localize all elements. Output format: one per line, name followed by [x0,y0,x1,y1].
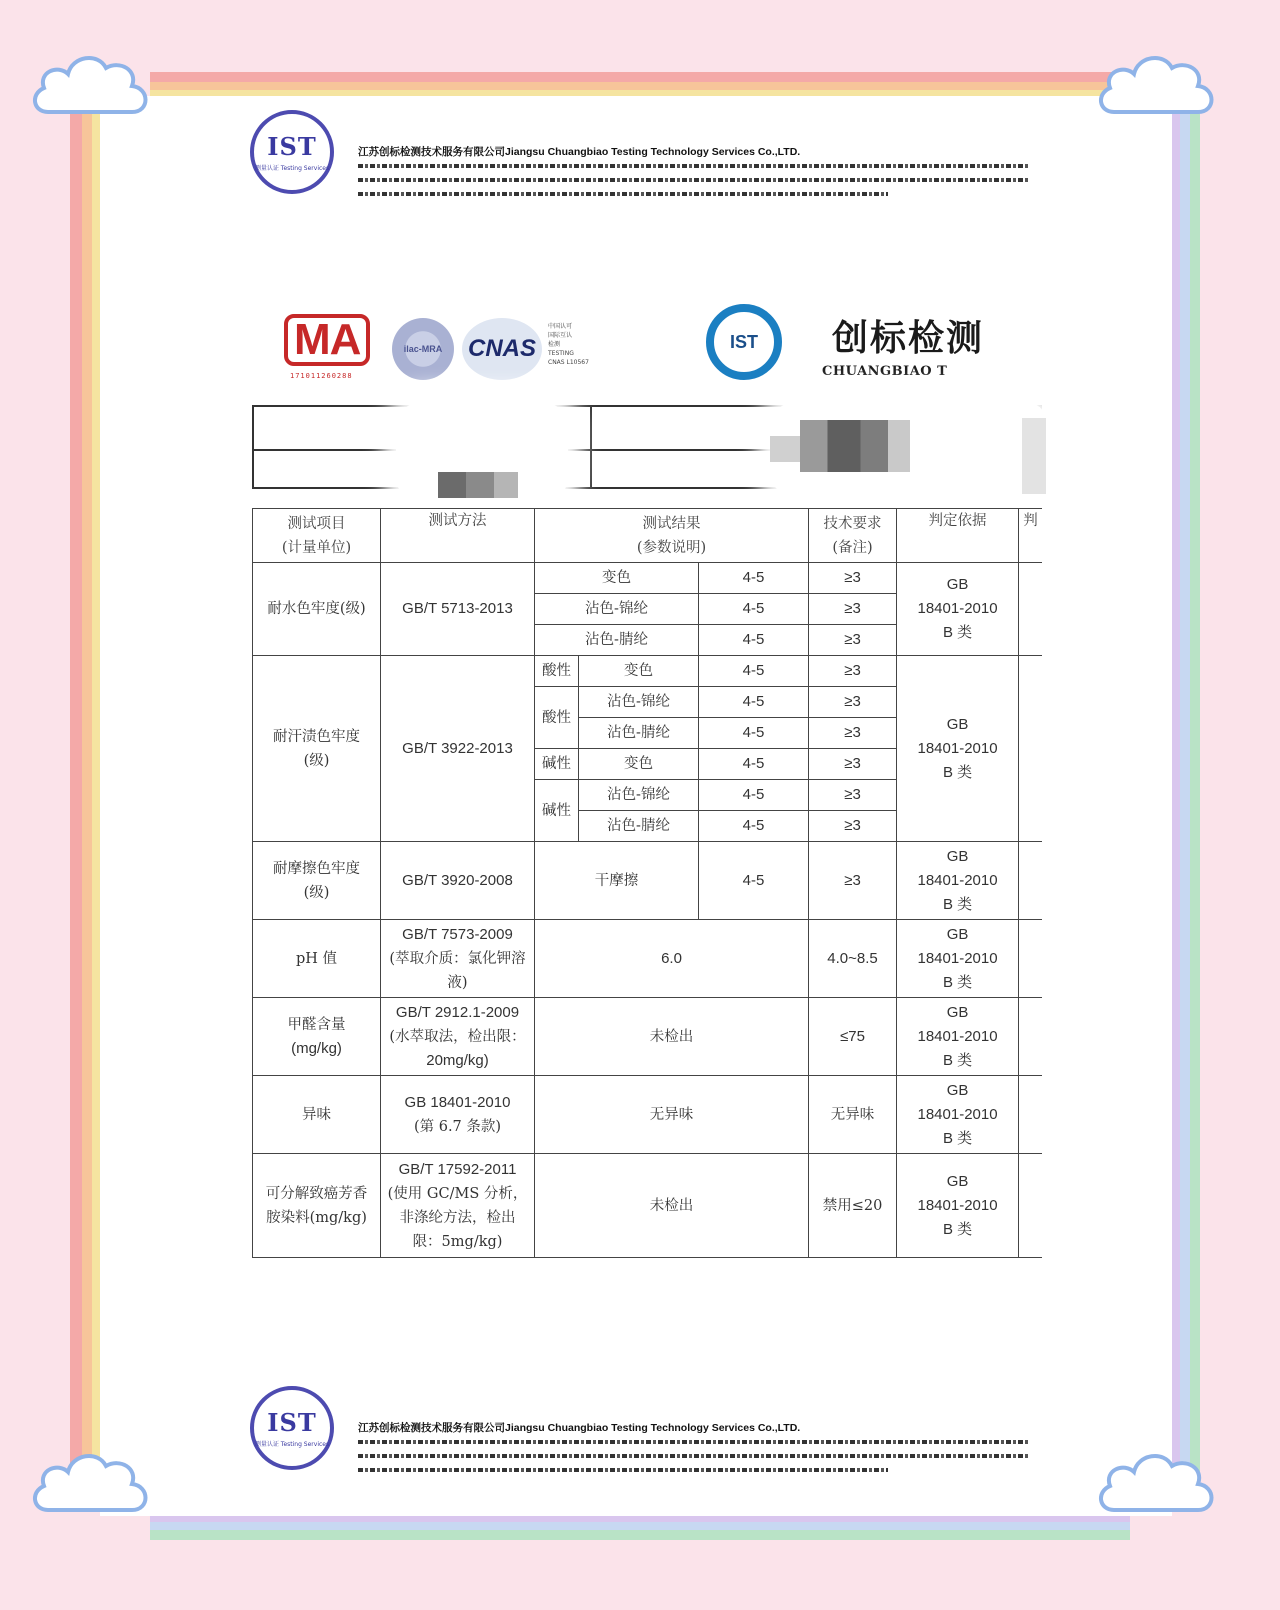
basis-text: B 类 [942,1051,973,1069]
value-cell: 4-5 [699,718,809,749]
sub-label-cell: 沾色-腈纶 [579,718,699,749]
header-text: 测试结果 [642,515,701,532]
results-table-container [252,506,1042,1262]
basis-cell [897,842,1019,920]
header-text: 技术要求 [823,515,882,532]
method-cell: GB/T 5713-2013 [381,563,535,656]
basis-text: GB [946,925,969,943]
judgement-cell [1019,998,1042,1076]
basis-text: GB [946,576,969,593]
results-table [252,508,1042,1258]
basis-cell [897,920,1019,998]
basis-text: 18401-2010 [917,1105,998,1123]
cnas-caption-line: TESTING [548,350,574,357]
frame-stripe-left [82,110,92,1490]
header-text: 测试项目 [287,515,346,532]
redaction-pixels [438,472,518,498]
method-text: 限：5mg/kg) [412,1233,503,1250]
condition-cell: 酸性 [535,656,579,687]
table-row [253,563,1043,594]
table-row [253,656,1043,687]
basis-cell [897,1076,1019,1154]
method-text: GB/T 7573-2009 [402,925,513,943]
requirement-cell: 无异味 [809,1076,897,1154]
item-cell: pH 值 [253,920,381,998]
method-text: 非涤纶方法，检出 [399,1209,516,1226]
cnas-caption-line: 检测 [548,341,561,348]
item-text: 可分解致癌芳香 [265,1185,368,1202]
method-text: GB/T 2912.1-2009 [395,1003,520,1021]
judgement-cell [1019,1154,1042,1258]
requirement-cell: ≤75 [809,998,897,1076]
cnas-caption [548,322,589,367]
cnas-logo-icon: CNAS [462,318,542,380]
value-cell: 4-5 [699,594,809,625]
ist-brand-logo-icon: IST [706,304,782,380]
method-text: 20mg/kg) [426,1051,489,1069]
table-row [253,842,1043,920]
method-text: 液) [447,974,468,991]
basis-text: 18401-2010 [917,1196,998,1214]
result-cell: 无异味 [535,1076,809,1154]
sub-label-cell: 沾色-锦纶 [579,687,699,718]
method-cell [381,1076,535,1154]
item-text: 耐汗渍色牢度 [273,728,360,745]
basis-cell [897,656,1019,842]
table-header-row [253,509,1043,563]
requirement-cell: ≥3 [809,842,897,920]
item-cell [253,656,381,842]
method-cell: GB/T 3920-2008 [381,842,535,920]
item-text: (级) [303,884,330,901]
item-cell: 异味 [253,1076,381,1154]
basis-text: B 类 [942,895,973,913]
sub-label-cell: 干摩擦 [535,842,699,920]
footer-fine-print [358,1468,888,1472]
requirement-cell: ≥3 [809,811,897,842]
header-requirement [809,509,897,563]
company-name: 江苏创标检测技术服务有限公司Jiangsu Chuangbiao Testing Technology Services Co.,LTD. [358,146,801,158]
cloud-decoration-icon [1094,1440,1224,1530]
cnas-caption-line: 中国认可 [548,323,573,330]
header-result [535,509,809,563]
logo-text: IST [267,132,317,161]
frame-stripe-bottom [150,1516,1130,1522]
method-cell [381,920,535,998]
item-text: 耐摩擦色牢度 [273,860,360,877]
frame-stripe-bottom [150,1530,1130,1540]
condition-cell: 碱性 [535,749,579,780]
footer-fine-print [358,1440,1028,1444]
requirement-cell: ≥3 [809,594,897,625]
sub-label-cell: 变色 [579,656,699,687]
basis-text: 18401-2010 [917,949,998,967]
method-text: GB 18401-2010 [404,1093,511,1111]
judgement-cell [1019,842,1042,920]
item-text: (mg/kg) [291,1039,342,1057]
sub-label-cell: 变色 [535,563,699,594]
cloud-decoration-icon [28,1440,158,1530]
method-text: (使用 GC/MS 分析， [387,1185,528,1202]
logo-text: IST [267,1408,317,1437]
frame-stripe-left [70,110,82,1490]
requirement-cell: ≥3 [809,656,897,687]
company-name: 江苏创标检测技术服务有限公司Jiangsu Chuangbiao Testing Technology Services Co.,LTD. [358,1422,801,1434]
header-text: (参数说明) [636,539,707,556]
result-cell: 未检出 [535,1154,809,1258]
basis-text: B 类 [942,763,973,781]
header-method: 测试方法 [381,509,535,563]
method-text: GB/T 17592-2011 [398,1160,517,1178]
redaction-pixels [770,436,800,462]
basis-text: 18401-2010 [917,739,998,757]
header-basis: 判定依据 [897,509,1019,563]
value-cell: 4-5 [699,656,809,687]
basis-text: 18401-2010 [917,871,998,889]
table-row [253,1076,1043,1154]
requirement-cell: ≥3 [809,563,897,594]
judgement-cell [1019,1076,1042,1154]
basis-text: B 类 [942,1220,973,1238]
method-cell [381,998,535,1076]
sub-label-cell: 沾色-锦纶 [579,780,699,811]
header-fine-print [358,192,888,196]
ilac-mra-logo-icon: ilac-MRA [392,318,454,380]
result-cell: 未检出 [535,998,809,1076]
header-judgement: 判 [1019,509,1042,563]
table-row [253,920,1043,998]
cloud-decoration-icon [28,42,158,132]
item-text: 胺染料(mg/kg) [266,1209,367,1226]
condition-cell: 酸性 [535,687,579,749]
basis-text: GB [946,1081,969,1099]
item-text: (级) [303,752,330,769]
basis-cell [897,1154,1019,1258]
requirement-cell: ≥3 [809,749,897,780]
frame-stripe-left [92,110,100,1490]
logo-subtext: 测量认证 Testing Services [254,1441,330,1448]
ist-logo-icon [250,1386,334,1470]
cma-logo-icon: MA [284,314,370,366]
method-text: (萃取介质：氯化钾溶 [389,950,526,967]
frame-stripe-right [1172,110,1180,1490]
value-cell: 4-5 [699,842,809,920]
value-cell: 4-5 [699,563,809,594]
requirement-cell: ≥3 [809,687,897,718]
basis-text: B 类 [942,624,973,641]
frame-stripe-top [150,72,1130,82]
header-item [253,509,381,563]
item-cell [253,998,381,1076]
value-cell: 4-5 [699,811,809,842]
value-cell: 4-5 [699,749,809,780]
frame-stripe-right [1180,110,1190,1490]
item-cell [253,1154,381,1258]
basis-text: B 类 [942,1129,973,1147]
report-header [250,110,1050,206]
requirement-cell: 禁用≤20 [809,1154,897,1258]
judgement-cell [1019,656,1042,842]
method-cell: GB/T 3922-2013 [381,656,535,842]
header-fine-print [358,164,1028,168]
sub-label-cell: 沾色-锦纶 [535,594,699,625]
sub-label-cell: 变色 [579,749,699,780]
value-cell: 4-5 [699,687,809,718]
frame-stripe-bottom [150,1522,1130,1530]
frame-stripe-right [1190,110,1200,1490]
judgement-cell [1019,920,1042,998]
requirement-cell: ≥3 [809,718,897,749]
brand-name-en: CHUANGBIAO T [822,364,948,379]
method-cell [381,1154,535,1258]
basis-text: 18401-2010 [917,600,998,617]
method-text: (第 6.7 条款) [413,1118,502,1135]
ist-logo-icon [250,110,334,194]
basis-text: B 类 [942,973,973,991]
requirement-cell: ≥3 [809,625,897,656]
basis-text: GB [946,715,969,733]
requirement-cell: ≥3 [809,780,897,811]
cloud-decoration-icon [1094,42,1224,132]
redaction-pixels [800,420,910,472]
report-footer [250,1386,1050,1482]
frame-stripe-top [150,82,1130,90]
header-text: (计量单位) [281,539,352,556]
value-cell: 4-5 [699,780,809,811]
method-text: (水萃取法，检出限： [389,1028,526,1045]
basis-text: GB [946,847,969,865]
table-row [253,998,1043,1076]
basis-cell [897,998,1019,1076]
value-cell: 4-5 [699,625,809,656]
basis-text: GB [946,1172,969,1190]
basis-cell [897,563,1019,656]
item-text: 甲醛含量 [287,1016,346,1033]
cnas-caption-line: CNAS L10567 [548,359,589,366]
header-fine-print [358,178,1028,182]
condition-cell: 碱性 [535,780,579,842]
sub-label-cell: 沾色-腈纶 [535,625,699,656]
brand-name-cn: 创标检测 [832,317,985,359]
result-cell: 6.0 [535,920,809,998]
footer-fine-print [358,1454,1028,1458]
cnas-caption-line: 国际互认 [548,332,573,339]
item-cell [253,842,381,920]
basis-text: 18401-2010 [917,1027,998,1045]
cma-number: 171011260288 [290,372,353,380]
basis-text: GB [946,1003,969,1021]
logo-subtext: 测量认证 Testing Services [254,165,330,172]
table-row [253,1154,1043,1258]
header-text: (备注) [832,539,873,556]
judgement-cell [1019,563,1042,656]
sub-label-cell: 沾色-腈纶 [579,811,699,842]
requirement-cell: 4.0~8.5 [809,920,897,998]
redaction-pixels [1022,418,1046,494]
item-cell: 耐水色牢度(级) [253,563,381,656]
